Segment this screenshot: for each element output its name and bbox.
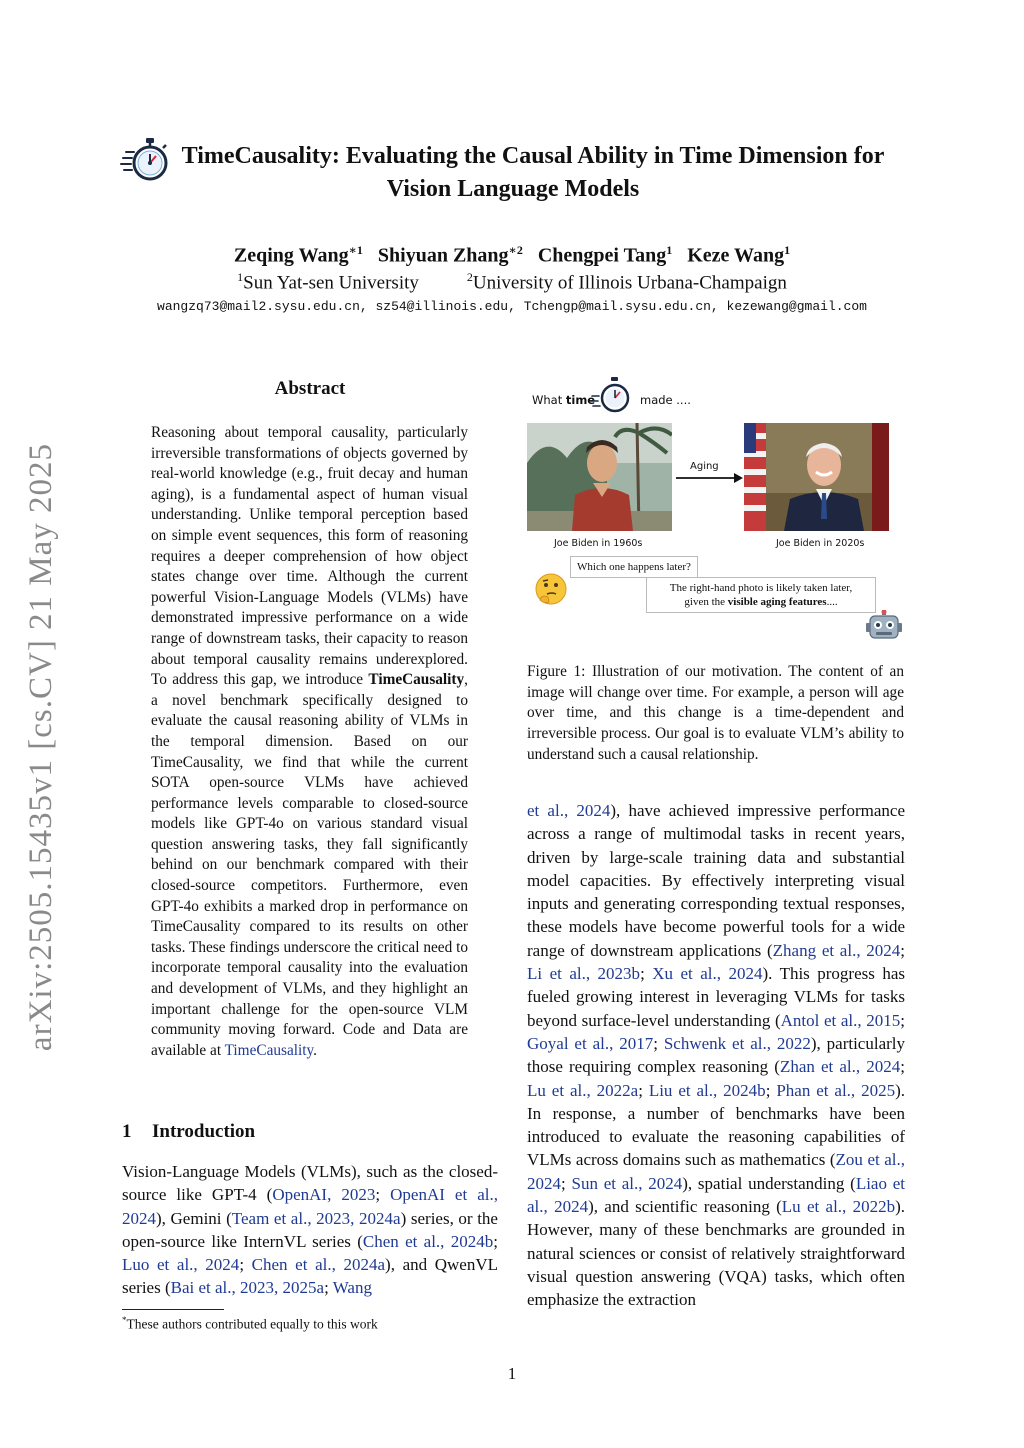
body-text: ), spatial understanding ( [682,1173,856,1193]
body-text: ), and QwenVL series ( [122,1255,499,1298]
body-text: ), particularly those requiring complex reasoning ( [527,1033,906,1077]
body-text: ; [561,1173,572,1193]
body-text: ; [640,964,653,984]
arxiv-identifier: arXiv:2505.15435v1 [cs.CV] 21 May 2025 [23,442,59,1052]
affil-sup: 2 [466,270,473,284]
answer-line-1: The right-hand photo is likely taken later, [669,582,853,594]
photo-old [744,423,889,531]
citation-link[interactable]: Goyal et al., 2017 [527,1033,654,1053]
author-sup: 1 [666,243,673,257]
paper-title [118,140,908,206]
figure-heading-bold: time [565,393,596,407]
affil-name: Sun Yat-sen University [243,272,419,294]
body-text: ; [765,1080,777,1100]
body-text: ), Gemini ( [156,1208,232,1228]
answer-emphasis: visible aging features [727,596,827,608]
citation-link[interactable]: Bai et al., 2023, 2025a [170,1278,325,1298]
citation-link[interactable]: Zhan et al., 2024 [779,1057,901,1077]
figure-heading-right: made .... [640,393,691,407]
project-link[interactable]: TimeCausality [224,1041,314,1059]
author-name: Keze Wang [687,244,785,267]
benchmark-name: TimeCausality [368,671,465,689]
body-text: ; [239,1255,252,1275]
title-line-2: Vision Language Models [386,176,640,202]
citation-link[interactable]: et al., 2024 [527,801,611,820]
author-emails: wangzq73@mail2.sysu.edu.cn, sz54@illinois.edu, Tchengp@mail.sysu.edu.cn, kezewang@gmail.com [157,299,867,314]
citation-link[interactable]: Liu et al., 2024b [648,1080,766,1100]
body-text: ). However, many of these benchmarks are grounded in natural sciences or consist of relatively straightforward visual question answering (VQA) tasks, which often emphasize the extraction [527,1197,906,1310]
citation-link[interactable]: Wang [332,1278,372,1298]
body-text: ; [653,1033,664,1053]
section-heading [122,1121,255,1143]
author-sup: ∗2 [508,243,523,257]
figure-heading [532,393,691,407]
arrow-right-icon [674,472,744,484]
author-name: Zeqing Wang [233,244,349,267]
citation-link[interactable]: Lu et al., 2022a [527,1080,639,1100]
aging-label: Aging [690,461,719,472]
body-text: ; [638,1080,649,1100]
abstract-end: . [313,1041,317,1059]
right-photo-caption: Joe Biden in 2020s [776,538,865,549]
citation-link[interactable]: OpenAI et al., 2024 [122,1185,498,1228]
abstract-text: , a novel benchmark specifically designed to evaluate the causal reasoning ability of VLMs in the temporal dimension. Based on our TimeCausality, we find that while the current SOTA open-source VLMs have achieved performance levels comparable to closed-source models like GPT-4o on various standard visual question answering tasks, they fall significantly behind on our benchmark compared with their closed-source competitors. Furthermore, even GPT-4o exhibits a marked drop in performance on TimeCausality compared to its results on other tasks. These findings underscore the critical need to incorporate temporal causality into the evaluation and development of VLMs, and they highlight an important challenge for the open-source VLM community moving forward. Code and Data are available at [151,671,468,1059]
affiliations [100,270,924,294]
citation-link[interactable]: Lu et al., 2022b [781,1197,896,1217]
title-line-1: TimeCausality: Evaluating the Causal Ability in Time Dimension for [181,143,885,169]
author-name: Shiyuan Zhang [377,244,509,267]
figure-caption: Figure 1: Illustration of our motivation. The content of an image will change over time. For example, a person will age over time, and this change is a time-dependent and irreversible process. Our goal is to evaluate VLM’s ability to understand such a causal relationship. [527,663,904,763]
abstract-body [151,423,468,1061]
thinking-face-icon [534,572,568,606]
figure-1 [524,376,912,648]
body-text: ). In response, a number of benchmarks have been introduced to evaluate the reasoning capabilities of VLMs across domains such as mathematics ( [527,1080,905,1170]
author-list [100,243,924,268]
body-text: ; [324,1278,333,1298]
footnote-rule [122,1309,224,1310]
left-photo-caption: Joe Biden in 1960s [554,538,643,549]
body-text: ), have achieved impressive performance across a range of multimodal tasks in recent years, driven by large-scale training data and substantial model capacities. By effectively interpreting visual inputs and generating corresponding textual responses, these models have become powerful tools for a wide range of downstream applications ( [527,801,905,960]
citation-link[interactable]: OpenAI, 2023 [272,1185,376,1205]
citation-link[interactable]: Schwenk et al., 2022 [663,1033,811,1053]
answer-text: .... [826,596,838,608]
intro-paragraph [122,1160,498,1300]
abstract-heading: Abstract [274,378,346,399]
photo-young [527,423,672,531]
footnote-text: These authors contributed equally to this work [126,1316,378,1332]
body-text: ; [493,1231,498,1251]
author-sup: ∗1 [348,243,363,257]
citation-link[interactable]: Team et al., 2023, 2024a [231,1208,401,1228]
citation-link[interactable]: Luo et al., 2024 [122,1255,240,1275]
affil-name: University of Illinois Urbana-Champaign [472,272,787,294]
author-name: Chengpei Tang [537,244,667,267]
author-sup: 1 [784,243,791,257]
stopwatch-icon [590,376,638,416]
body-text: ; [900,1010,906,1030]
citation-link[interactable]: Phan et al., 2025 [776,1080,896,1100]
body-text: ). This progress has fueled growing interest in leveraging VLMs for tasks beyond surface-level understanding ( [527,964,905,1030]
answer-bubble [646,577,876,613]
answer-text: given the [684,596,728,608]
citation-link[interactable]: Sun et al., 2024 [571,1173,683,1193]
footnote [122,1315,378,1333]
body-text: ; [375,1185,391,1205]
body-text: ) series, or the open-source like InternVL series ( [122,1208,498,1251]
section-number: 1 [122,1121,132,1142]
body-text: ), and scientific reasoning ( [588,1197,782,1217]
footnote-mark: * [122,1315,127,1325]
page-number: 1 [507,1364,517,1383]
intro-paragraph-continued [527,799,905,1312]
section-title: Introduction [152,1121,256,1142]
citation-link[interactable]: Zhang et al., 2024 [772,940,901,960]
citation-link[interactable]: Li et al., 2023b [527,964,641,984]
citation-link[interactable]: Zou et al., 2024 [527,1150,905,1193]
citation-link[interactable]: Liao et al., 2024 [527,1173,905,1217]
citation-link[interactable]: Xu et al., 2024 [652,964,763,984]
body-text: ; [900,940,906,960]
body-text: ; [900,1057,905,1077]
robot-icon [866,610,902,644]
citation-link[interactable]: Chen et al., 2024b [362,1231,494,1251]
citation-link[interactable]: Antol et al., 2015 [780,1010,901,1030]
figure-heading-left: What [532,393,566,407]
citation-link[interactable]: Chen et al., 2024a [251,1255,386,1275]
body-text: Vision-Language Models (VLMs), such as the closed-source like GPT-4 ( [122,1162,498,1205]
affil-sup: 1 [237,270,244,284]
answer-line-2 [653,595,869,609]
abstract-text: Reasoning about temporal causality, particularly irreversible transformations of objects governed by real-world knowledge (e.g., fruit decay and human aging), is a fundamental aspect of human visual understanding. Unlike temporal perception based on simple event sequences, this form of reasoning requires a deeper comprehension of how object states change over time. Although the current powerful Vision-Language Models (VLMs) have demonstrated impressive performance on a wide range of downstream tasks, their capacity to reason about temporal causality remains underexplored. To address this gap, we introduce [151,424,468,689]
question-bubble [570,556,698,578]
question-text: Which one happens later? [577,561,691,573]
